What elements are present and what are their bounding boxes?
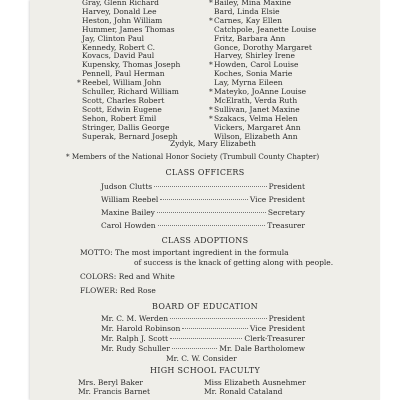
- graduate-name-text: Sehon, Robert Emil: [82, 113, 157, 123]
- faculty-column-right: [204, 378, 324, 396]
- names-column-left: [77, 0, 212, 142]
- officer-role: Vice President: [249, 195, 305, 204]
- graduate-name-text: Mateyko, JoAnne Louise: [214, 87, 307, 97]
- officer-row: [101, 182, 305, 191]
- graduate-name-text: Wilson, Elizabeth Ann: [214, 131, 298, 141]
- motto-line-2: of success is the knack of getting along with people.: [134, 258, 334, 267]
- officer-name: Carol Howden: [101, 221, 156, 230]
- graduate-name-text: Scott, Charles Robert: [82, 95, 165, 105]
- class-adoptions-heading: CLASS ADOPTIONS: [161, 236, 249, 245]
- faculty-heading: HIGH SCHOOL FACULTY: [149, 366, 261, 375]
- graduate-name-text: Carnes, Kay Ellen: [214, 15, 282, 25]
- graduate-name-text: Stringer, Dallis George: [82, 122, 170, 132]
- graduate-name-text: Catchpole, Jeanette Louise: [214, 24, 317, 34]
- honor-star-icon: *: [77, 78, 81, 88]
- honor-star-icon: *: [209, 104, 213, 114]
- flower-value: Red Rose: [120, 286, 156, 295]
- board-role: Mr. Dale Bartholomew: [219, 344, 305, 353]
- officer-role: President: [268, 182, 305, 191]
- graduate-name-text: Vickers, Margaret Ann: [214, 122, 301, 132]
- names-column-right: [209, 0, 344, 142]
- graduate-name-text: Gray, Glenn Richard: [82, 0, 159, 7]
- honor-society-footnote: * Members of the National Honor Society (Trumbull County Chapter): [66, 152, 320, 161]
- board-row: [101, 324, 305, 333]
- graduate-names: [77, 0, 382, 142]
- graduate-name-text: Gonce, Dorothy Margaret: [214, 42, 312, 52]
- graduate-name-text: Koches, Sonia Marie: [214, 69, 293, 79]
- graduate-name-text: Jay, Clinton Paul: [82, 33, 145, 43]
- board-name: Mr. C. M. Werden: [101, 314, 169, 323]
- officer-name: William Reebel: [101, 195, 159, 204]
- graduate-name-text: Bailey, Mina Maxine: [214, 0, 292, 7]
- board-last-member: Mr. C. W. Consider: [166, 354, 237, 363]
- graduate-name-text: Heston, John William: [82, 15, 163, 25]
- graduate-name-text: Lay, Myrna Eileen: [214, 78, 283, 88]
- motto-line-1: The most important ingredient in the formula: [115, 248, 289, 257]
- last-graduate-name: Zydyk, Mary Elizabeth: [170, 139, 256, 148]
- graduate-name-text: Superak, Bernard Joseph: [82, 131, 178, 141]
- faculty-member: Mr. Ronald Cataland: [204, 387, 283, 396]
- graduate-name-text: Harvey, Shirley Irene: [214, 51, 295, 61]
- board-row: [101, 344, 305, 353]
- officer-name: Maxine Bailey: [101, 208, 155, 217]
- officer-row: [101, 221, 305, 230]
- honor-star-icon: *: [209, 0, 213, 7]
- faculty-member: Mr. Francis Barnet: [78, 387, 150, 396]
- officer-row: [101, 208, 305, 217]
- graduate-name-text: McElrath, Verda Ruth: [214, 95, 298, 105]
- board-name: Mr. Ralph J. Scott: [101, 334, 168, 343]
- officer-role: Secretary: [267, 208, 305, 217]
- graduate-name-text: Fritz, Barbara Ann: [214, 33, 286, 43]
- board-row: [101, 334, 305, 343]
- graduate-name-text: Bard, Linda Elsie: [214, 6, 280, 16]
- graduate-name-text: Kennedy, Robert C.: [82, 42, 155, 52]
- graduate-name-text: Scott, Edwin Eugene: [82, 104, 162, 114]
- board-role: Clerk-Treasurer: [244, 334, 305, 343]
- graduate-name-text: Szakacs, Velma Helen: [214, 113, 298, 123]
- board-role: Vice President: [249, 324, 305, 333]
- faculty-member: Mrs. Beryl Baker: [78, 378, 143, 387]
- faculty-column-left: [78, 378, 198, 396]
- faculty-member: Miss Elizabeth Ausnehmer: [204, 378, 306, 387]
- honor-star-icon: *: [209, 60, 213, 70]
- flower-label: FLOWER:: [80, 286, 118, 295]
- graduate-name-text: Hummer, James Thomas: [82, 24, 175, 34]
- officer-name: Judson Clutts: [101, 182, 153, 191]
- graduate-name-text: Sullivan, Janet Maxine: [214, 104, 300, 114]
- board-name: Mr. Rudy Schuller: [101, 344, 170, 353]
- colors-value: Red and White: [118, 272, 175, 281]
- board-role: President: [268, 314, 305, 323]
- board-row: [101, 314, 305, 323]
- graduate-name-text: Howden, Carol Louise: [214, 60, 299, 70]
- officer-role: Treasurer: [267, 221, 305, 230]
- graduate-name-text: Reebel, William John: [82, 78, 162, 88]
- graduate-name-text: Kupensky, Thomas Joseph: [82, 60, 181, 70]
- motto-label: MOTTO:: [80, 248, 113, 257]
- graduate-name-text: Harvey, Donald Lee: [82, 6, 157, 16]
- graduate-name-text: Kovacs, David Paul: [82, 51, 155, 61]
- graduate-name-text: Schuller, Richard William: [82, 87, 179, 97]
- colors-label: COLORS:: [80, 272, 117, 281]
- honor-star-icon: *: [209, 87, 213, 97]
- board-name: Mr. Harold Robinson: [101, 324, 181, 333]
- class-officers-heading: CLASS OFFICERS: [165, 168, 245, 177]
- graduate-name-text: Pennell, Paul Herman: [82, 69, 165, 79]
- honor-star-icon: *: [209, 15, 213, 25]
- honor-star-icon: *: [209, 113, 213, 123]
- faculty-list: [78, 378, 324, 396]
- officer-row: [101, 195, 305, 204]
- board-heading: BOARD OF EDUCATION: [152, 302, 258, 311]
- motto-block: [80, 248, 333, 296]
